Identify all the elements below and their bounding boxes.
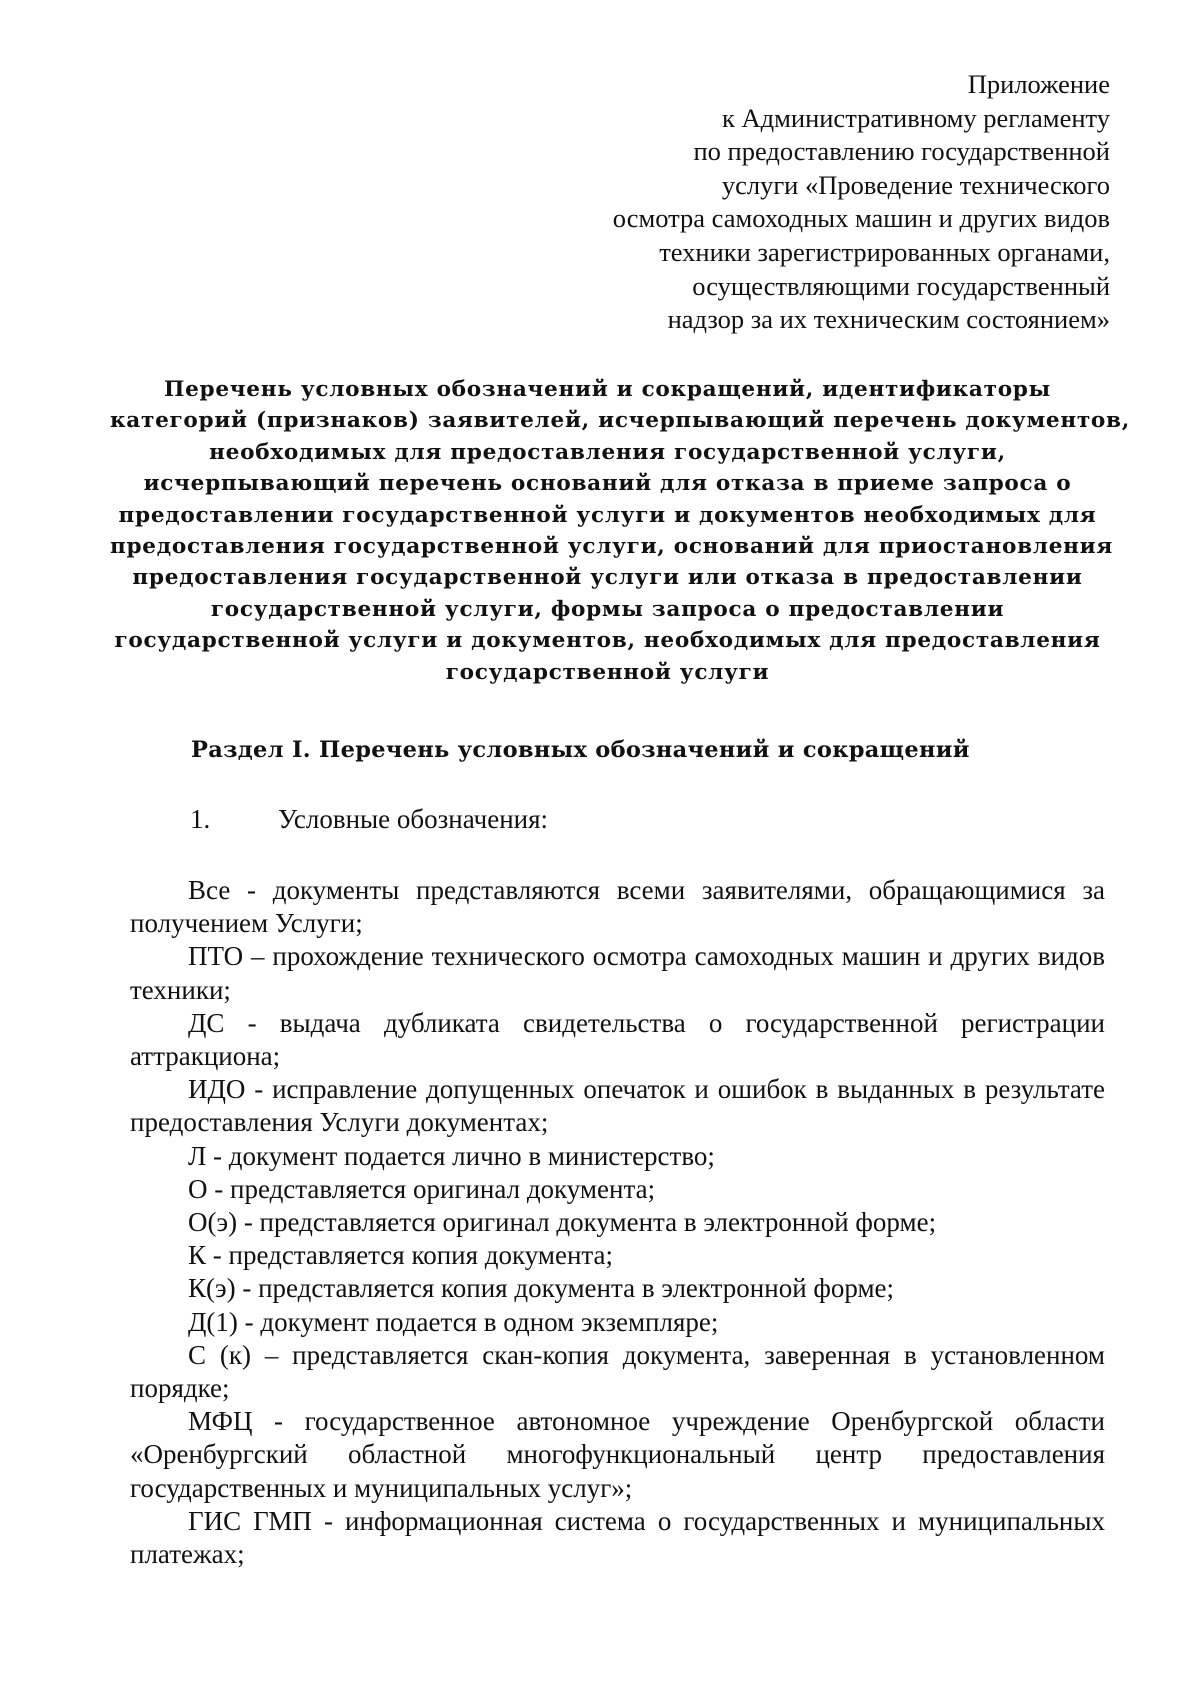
appendix-line: услуги «Проведение технического [721,169,1110,200]
title-line: исчерпывающий перечень оснований для отказа в приеме запроса о [143,471,1072,497]
definition-paragraph: МФЦ - государственное автономное учреждение Оренбургской области «Оренбургский областной многофункциональный центр предоставления государственных и муниципальных услуг»; [130,1406,1105,1503]
title-line: предоставлении государственной услуги и документов необходимых для [118,502,1097,528]
title-line: государственной услуги и документов, необходимых для предоставления [114,628,1101,654]
definition-paragraph: О(э) - представляется оригинал документа в электронной форме; [188,1207,937,1238]
title-line: Перечень условных обозначений и сокращений, идентификаторы [164,377,1051,402]
title-line: предоставления государственной услуги, оснований для приостановления [110,534,1114,560]
definition-paragraph: Д(1) - документ подается в одном экземпляре; [188,1306,719,1337]
definition-paragraph: К - представляется копия документа; [188,1240,614,1271]
definition-paragraph: ПТО – прохождение технического осмотра самоходных машин и других видов техники; [130,941,1105,1005]
definition-paragraph: О - представляется оригинал документа; [188,1173,656,1204]
document-title [110,374,1130,688]
title-line: государственной услуги, формы запроса о предоставлении [210,596,1005,622]
appendix-line: осмотра самоходных машин и других видов [612,203,1110,234]
title-line: предоставления государственной услуги или отказа в предоставлении [132,565,1083,591]
definition-paragraph: ДС - выдача дубликата свидетельства о государственной регистрации аттракциона; [130,1007,1105,1072]
appendix-line: к Административному регламенту [722,102,1110,133]
definition-paragraph: Все - документы представляются всеми заявителями, обращающимися за получением Услуги; [130,875,1105,939]
appendix-line: осуществляющими государственный [692,270,1110,301]
item-label: Условные обозначения: [278,804,549,834]
title-line: необходимых для предоставления государственной услуги, [209,439,1006,465]
definition-paragraph: К(э) - представляется копия документа в электронной форме; [188,1273,895,1304]
item-number: 1. [190,804,211,834]
section-heading: Раздел I. Перечень условных обозначений и сокращений [191,737,970,763]
appendix-line: Приложение [967,69,1110,99]
definition-paragraph: ИДО - исправление допущенных опечаток и ошибок в выданных в результате предоставления Услуги документах; [130,1074,1105,1138]
appendix-header [510,68,1110,337]
definition-paragraph: Л - документ подается лично в министерство; [188,1140,715,1171]
appendix-line: надзор за их техническим состоянием» [667,304,1110,335]
definitions-list [130,874,1105,1571]
definition-paragraph: ГИС ГМП - информационная система о государственных и муниципальных платежах; [130,1505,1105,1570]
title-line: категорий (признаков) заявителей, исчерпывающий перечень документов, [110,408,1130,434]
item-heading [190,802,548,836]
appendix-line: по предоставлению государственной [693,136,1110,167]
appendix-line: техники зарегистрированных органами, [659,236,1110,267]
definition-paragraph: С (к) – представляется скан-копия документа, заверенная в установленном порядке; [130,1339,1105,1404]
title-line: государственной услуги [445,659,770,685]
